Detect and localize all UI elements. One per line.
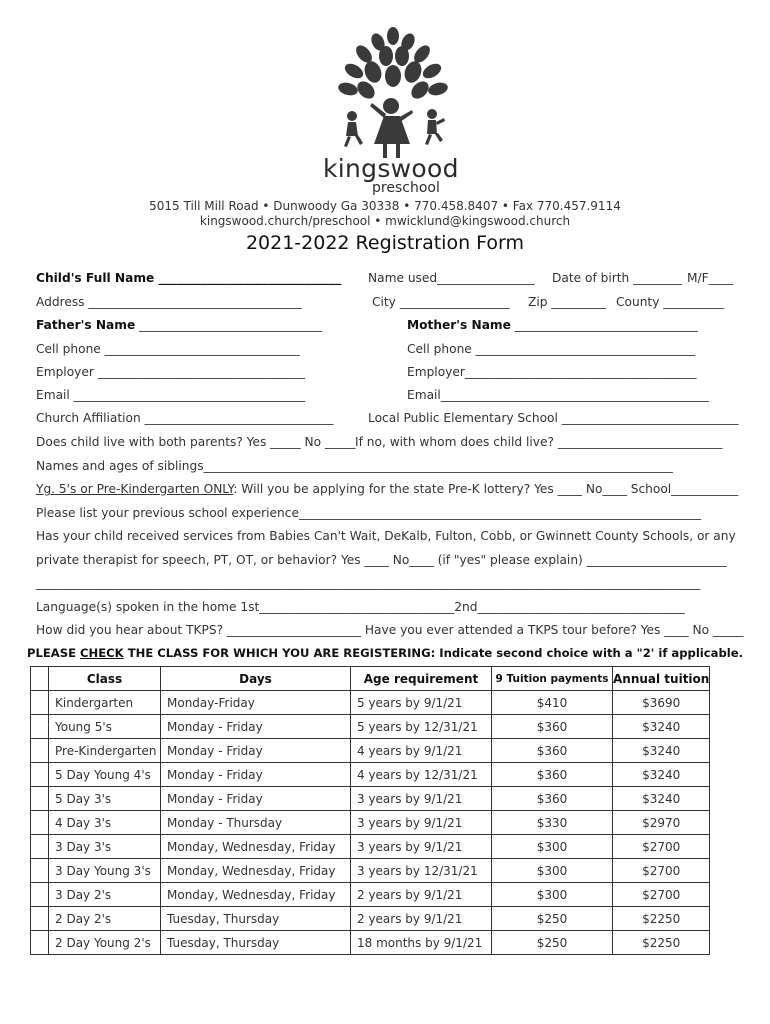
- fathers-name-blank[interactable]: ______________________________: [139, 318, 322, 332]
- class-name-cell: Pre-Kindergarten: [49, 739, 161, 763]
- days-cell: Monday - Friday: [161, 787, 351, 811]
- page-title: 2021-2022 Registration Form: [245, 232, 525, 254]
- age-requirement-cell: 4 years by 9/1/21: [351, 739, 492, 763]
- class-checkbox[interactable]: [31, 691, 49, 715]
- class-name-cell: 5 Day 3's: [49, 787, 161, 811]
- explain-line[interactable]: _____________________________________________________________________________________________________________: [36, 576, 701, 590]
- tuition-payment-cell: $360: [492, 787, 613, 811]
- previous-school-field[interactable]: Please list your previous school experience__________________________________________________________________: [36, 506, 702, 520]
- services-answer-field[interactable]: private therapist for speech, PT, OT, or behavior? Yes ____ No____ (if "yes" please explain) _______________________: [36, 553, 727, 567]
- class-name-cell: 5 Day Young 4's: [49, 763, 161, 787]
- table-row: [31, 835, 710, 859]
- annual-tuition-cell: $3240: [613, 763, 710, 787]
- days-cell: Monday - Friday: [161, 715, 351, 739]
- class-name-cell: Young 5's: [49, 715, 161, 739]
- class-checkbox[interactable]: [31, 787, 49, 811]
- fathers-name-label: Father's Name: [36, 318, 136, 332]
- age-requirement-cell: 3 years by 9/1/21: [351, 835, 492, 859]
- address-line: 5015 Till Mill Road • Dunwoody Ga 30338 • 770.458.8407 • Fax 770.457.9114: [149, 199, 621, 213]
- age-requirement-cell: 2 years by 9/1/21: [351, 883, 492, 907]
- days-cell: Monday, Wednesday, Friday: [161, 859, 351, 883]
- instr-check: CHECK: [80, 646, 124, 660]
- tuition-payment-cell: $300: [492, 835, 613, 859]
- class-name-cell: 2 Day 2's: [49, 907, 161, 931]
- annual-tuition-cell: $3690: [613, 691, 710, 715]
- age-requirement-cell: 3 years by 12/31/21: [351, 859, 492, 883]
- days-cell: Tuesday, Thursday: [161, 907, 351, 931]
- class-checkbox[interactable]: [31, 931, 49, 955]
- tuition-payment-cell: $410: [492, 691, 613, 715]
- days-cell: Monday - Friday: [161, 763, 351, 787]
- zip-field[interactable]: Zip _________: [528, 295, 607, 309]
- fathers-name-field[interactable]: [36, 318, 322, 332]
- how-heard-field[interactable]: How did you hear about TKPS? ______________________ Have you ever attended a TKPS tour before? Yes ____ No _____: [36, 623, 744, 637]
- class-checkbox[interactable]: [31, 859, 49, 883]
- age-requirement-cell: 2 years by 9/1/21: [351, 907, 492, 931]
- church-field[interactable]: Church Affiliation _______________________________: [36, 411, 334, 425]
- annual-tuition-cell: $3240: [613, 787, 710, 811]
- annual-tuition-cell: $3240: [613, 739, 710, 763]
- tuition-payment-cell: $250: [492, 907, 613, 931]
- prek-only-label: Yg. 5's or Pre-Kindergarten ONLY: [36, 482, 234, 496]
- brand-subtitle: preschool: [372, 180, 440, 196]
- class-checkbox[interactable]: [31, 715, 49, 739]
- instr-post: THE CLASS FOR WHICH YOU ARE REGISTERING: Indicate second choice with a "2' if applicable.: [123, 646, 744, 660]
- mother-employer-field[interactable]: Employer______________________________________: [407, 365, 697, 379]
- mf-field[interactable]: M/F____: [687, 271, 734, 285]
- tuition-payment-cell: $330: [492, 811, 613, 835]
- days-cell: Monday-Friday: [161, 691, 351, 715]
- days-cell: Monday, Wednesday, Friday: [161, 835, 351, 859]
- tuition-payment-cell: $360: [492, 739, 613, 763]
- table-row: [31, 739, 710, 763]
- table-header-row: [31, 667, 710, 691]
- col-header-days: Days: [161, 667, 351, 691]
- table-row: [31, 715, 710, 739]
- class-checkbox[interactable]: [31, 835, 49, 859]
- both-parents-field[interactable]: Does child live with both parents? Yes _____ No _____: [36, 435, 356, 449]
- father-email-field[interactable]: Email ______________________________________: [36, 388, 306, 402]
- city-field[interactable]: City __________________: [372, 295, 510, 309]
- annual-tuition-cell: $2700: [613, 859, 710, 883]
- table-row: [31, 763, 710, 787]
- address-field[interactable]: Address ___________________________________: [36, 295, 302, 309]
- age-requirement-cell: 3 years by 9/1/21: [351, 811, 492, 835]
- services-question: Has your child received services from Babies Can't Wait, DeKalb, Fulton, Cobb, or Gwinnett County Schools, or any: [36, 529, 736, 543]
- class-name-cell: Kindergarten: [49, 691, 161, 715]
- elementary-school-field[interactable]: Local Public Elementary School _____________________________: [368, 411, 739, 425]
- age-requirement-cell: 4 years by 12/31/21: [351, 763, 492, 787]
- mother-cell-field[interactable]: Cell phone ____________________________________: [407, 342, 696, 356]
- col-header-payments: 9 Tuition payments: [492, 667, 613, 691]
- prek-lottery-field[interactable]: [36, 482, 738, 496]
- father-cell-field[interactable]: Cell phone ________________________________: [36, 342, 300, 356]
- annual-tuition-cell: $3240: [613, 715, 710, 739]
- table-row: [31, 883, 710, 907]
- tuition-payment-cell: $360: [492, 763, 613, 787]
- check-column-header: [31, 667, 49, 691]
- languages-field[interactable]: Language(s) spoken in the home 1st________________________________2nd__________________________________: [36, 600, 685, 614]
- tuition-payment-cell: $300: [492, 859, 613, 883]
- brand-name: kingswood: [323, 154, 459, 183]
- class-checkbox[interactable]: [31, 907, 49, 931]
- class-name-cell: 3 Day 2's: [49, 883, 161, 907]
- days-cell: Monday - Friday: [161, 739, 351, 763]
- table-row: [31, 787, 710, 811]
- class-name-cell: 2 Day Young 2's: [49, 931, 161, 955]
- age-requirement-cell: 5 years by 9/1/21: [351, 691, 492, 715]
- class-checkbox[interactable]: [31, 739, 49, 763]
- table-row: [31, 859, 710, 883]
- class-instructions: [0, 646, 770, 660]
- class-name-cell: 3 Day 3's: [49, 835, 161, 859]
- name-used-field[interactable]: Name used________________: [368, 271, 535, 285]
- county-field[interactable]: County __________: [616, 295, 725, 309]
- age-requirement-cell: 3 years by 9/1/21: [351, 787, 492, 811]
- class-name-cell: 3 Day Young 3's: [49, 859, 161, 883]
- days-cell: Monday - Thursday: [161, 811, 351, 835]
- annual-tuition-cell: $2970: [613, 811, 710, 835]
- mother-email-field[interactable]: Email____________________________________________: [407, 388, 709, 402]
- age-requirement-cell: 18 months by 9/1/21: [351, 931, 492, 955]
- class-checkbox[interactable]: [31, 763, 49, 787]
- table-row: [31, 907, 710, 931]
- tuition-payment-cell: $300: [492, 883, 613, 907]
- col-header-annual: Annual tuition: [613, 667, 710, 691]
- tuition-payment-cell: $250: [492, 931, 613, 955]
- annual-tuition-cell: $2700: [613, 835, 710, 859]
- annual-tuition-cell: $2250: [613, 907, 710, 931]
- class-checkbox[interactable]: [31, 811, 49, 835]
- lives-with-field[interactable]: If no, with whom does child live? ___________________________: [355, 435, 723, 449]
- web-line: kingswood.church/preschool • mwicklund@kingswood.church: [199, 214, 571, 228]
- table-row: [31, 931, 710, 955]
- age-requirement-cell: 5 years by 12/31/21: [351, 715, 492, 739]
- mothers-name-blank[interactable]: ______________________________: [514, 318, 698, 332]
- table-row: [31, 811, 710, 835]
- annual-tuition-cell: $2700: [613, 883, 710, 907]
- table-row: [31, 691, 710, 715]
- class-name-cell: 4 Day 3's: [49, 811, 161, 835]
- days-cell: Monday, Wednesday, Friday: [161, 883, 351, 907]
- col-header-age: Age requirement: [351, 667, 492, 691]
- class-checkbox[interactable]: [31, 883, 49, 907]
- col-header-class: Class: [49, 667, 161, 691]
- tuition-payment-cell: $360: [492, 715, 613, 739]
- annual-tuition-cell: $2250: [613, 931, 710, 955]
- prek-lottery-text: : Will you be applying for the state Pre-K lottery? Yes ____ No____ School___________: [233, 482, 739, 496]
- dob-field[interactable]: Date of birth ________: [552, 271, 682, 285]
- child-name-field[interactable]: Child's Full Name ______________________________: [36, 271, 342, 285]
- siblings-field[interactable]: Names and ages of siblings_____________________________________________________________________________: [36, 459, 673, 473]
- days-cell: Tuesday, Thursday: [161, 931, 351, 955]
- mothers-name-field[interactable]: [407, 318, 698, 332]
- mothers-name-label: Mother's Name: [407, 318, 511, 332]
- father-employer-field[interactable]: Employer __________________________________: [36, 365, 305, 379]
- class-table: [30, 666, 710, 955]
- instr-pre: PLEASE: [26, 646, 81, 660]
